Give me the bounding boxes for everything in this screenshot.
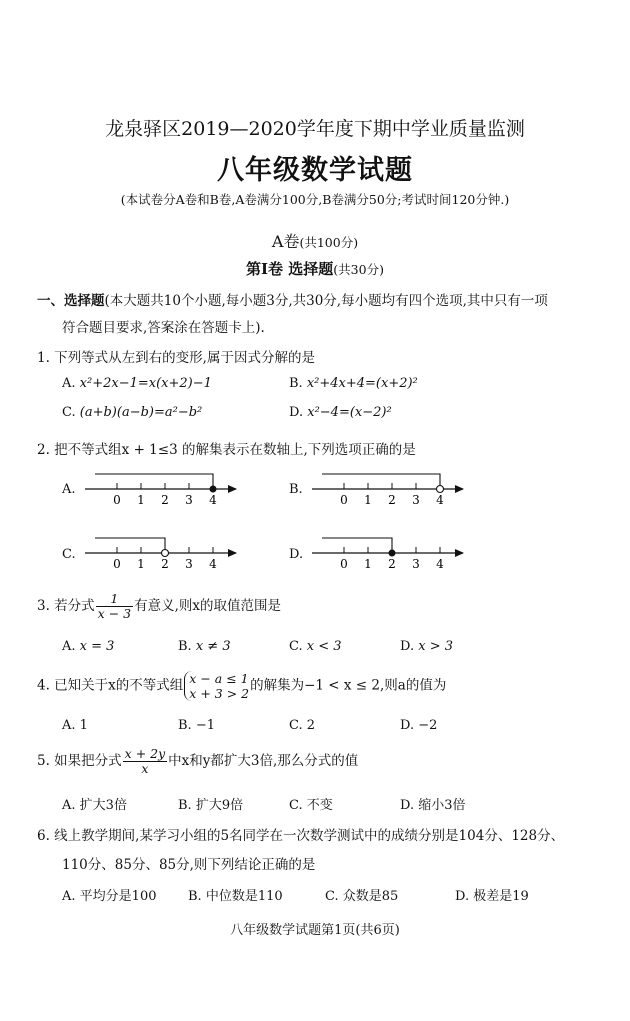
page-footer: 八年级数学试题第1页(共6页) xyxy=(230,923,400,938)
q3-option-a: A. x = 3 xyxy=(62,639,115,654)
tick-label: 4 xyxy=(209,557,217,571)
q6-option-b: B. 中位数是110 xyxy=(188,889,283,904)
q3-option-c: C. x < 3 xyxy=(289,639,342,654)
q4-option-d: D. −2 xyxy=(400,718,438,733)
tick-label: 1 xyxy=(137,493,145,507)
exam-note: (本试卷分A卷和B卷,A卷满分100分,B卷满分50分;考试时间120分钟.) xyxy=(120,192,510,207)
q2-stem: 2. 把不等式组x + 1≤3 的解集表示在数轴上,下列选项正确的是 xyxy=(37,442,416,458)
q2-option-c-label: C. xyxy=(62,547,76,562)
exam-title: 龙泉驿区2019—2020学年度下期中学业质量监测 xyxy=(105,118,525,140)
q2-option-a-label: A. xyxy=(62,482,76,497)
q5-option-a: A. 扩大3倍 xyxy=(62,798,127,813)
q1-option-a: A. x²+2x−1=x(x+2)−1 xyxy=(62,376,212,391)
tick-label: 1 xyxy=(364,493,372,507)
part1-score: (共30分) xyxy=(333,262,384,277)
tick-label: 3 xyxy=(185,557,193,571)
q6-stem-line1: 6. 线上教学期间,某学习小组的5名同学在一次数学测试中的成绩分别是104分、128分、 xyxy=(37,828,565,844)
solution-bracket xyxy=(322,538,392,553)
tick-label: 1 xyxy=(137,557,145,571)
tick-label: 3 xyxy=(412,493,420,507)
q2-option-b-label: B. xyxy=(289,482,303,497)
solid-endpoint xyxy=(389,550,396,557)
tick-label: 0 xyxy=(340,493,348,507)
solution-bracket xyxy=(322,474,440,485)
tick-label: 2 xyxy=(161,557,169,571)
solution-bracket xyxy=(95,474,213,489)
q2-option-d-label: D. xyxy=(289,547,304,562)
volume-a-label: A卷 xyxy=(271,232,300,251)
section1-intro-line2: 符合题目要求,答案涂在答题卡上). xyxy=(62,320,265,336)
q4-option-a: A. 1 xyxy=(62,718,88,733)
q5-stem: 5. 如果把分式 $\frac{x + 2y}{x}$ 中x和y都扩大3倍,那么分式的值 xyxy=(37,746,359,776)
exam-subject-title: 八年级数学试题 xyxy=(217,155,413,186)
q5-fraction: $\frac{x + 2y}{x}$ xyxy=(124,746,166,776)
q4-inequality-system: x − a ≤ 1 x + 3 > 2 xyxy=(184,671,249,701)
q3-option-b: B. x ≠ 3 xyxy=(178,639,231,654)
q6-option-a: A. 平均分是100 xyxy=(62,889,157,904)
tick-label: 1 xyxy=(364,557,372,571)
tick-label: 2 xyxy=(388,557,396,571)
q1-option-b: B. x²+4x+4=(x+2)² xyxy=(289,376,418,391)
part1-label: 第Ⅰ卷 选择题 xyxy=(246,260,334,278)
hollow-endpoint xyxy=(162,550,169,557)
tick-label: 0 xyxy=(340,557,348,571)
q5-option-c: C. 不变 xyxy=(289,798,333,813)
q3-option-d: D. x > 3 xyxy=(400,639,453,654)
q6-option-d: D. 极差是19 xyxy=(455,889,529,904)
q1-option-d: D. x²−4=(x−2)² xyxy=(289,405,392,420)
q4-option-c: C. 2 xyxy=(289,718,316,733)
volume-a-score: (共100分) xyxy=(299,235,359,250)
tick-label: 3 xyxy=(185,493,193,507)
tick-label: 4 xyxy=(436,557,444,571)
tick-label: 2 xyxy=(388,493,396,507)
q4-option-b: B. −1 xyxy=(178,718,215,733)
q3-fraction: $\frac{1}{x - 3}$ xyxy=(97,591,132,621)
q3-stem: 3. 若分式 $\frac{1}{x - 3}$ 有意义,则x的取值范围是 xyxy=(37,591,282,621)
q6-stem-line2: 110分、85分、85分,则下列结论正确的是 xyxy=(62,857,316,873)
tick-label: 2 xyxy=(161,493,169,507)
tick-label: 3 xyxy=(412,557,420,571)
q2-option-c-numberline xyxy=(85,538,236,571)
q2-option-a-numberline xyxy=(85,474,236,507)
section1-label: 一、选择题 xyxy=(37,293,105,309)
tick-label: 4 xyxy=(209,493,217,507)
section1-intro-line1: (本大题共10个小题,每小题3分,共30分,每小题均有四个选项,其中只有一项 xyxy=(104,293,548,309)
q5-option-b: B. 扩大9倍 xyxy=(178,798,244,813)
solution-bracket xyxy=(95,538,165,549)
tick-label: 0 xyxy=(113,557,121,571)
q1-stem: 1. 下列等式从左到右的变形,属于因式分解的是 xyxy=(37,350,315,366)
tick-label: 4 xyxy=(436,493,444,507)
q5-option-d: D. 缩小3倍 xyxy=(400,798,466,813)
q2-option-d-numberline xyxy=(312,538,463,571)
hollow-endpoint xyxy=(437,486,444,493)
q1-option-c: C. (a+b)(a−b)=a²−b² xyxy=(62,405,203,420)
solid-endpoint xyxy=(210,486,217,493)
tick-label: 0 xyxy=(113,493,121,507)
q4-stem: 4. 已知关于x的不等式组 x − a ≤ 1 x + 3 > 2 的解集为−1 < x ≤ 2,则a的值为 xyxy=(37,671,447,701)
q6-option-c: C. 众数是85 xyxy=(325,889,399,904)
q2-option-b-numberline xyxy=(312,474,463,507)
